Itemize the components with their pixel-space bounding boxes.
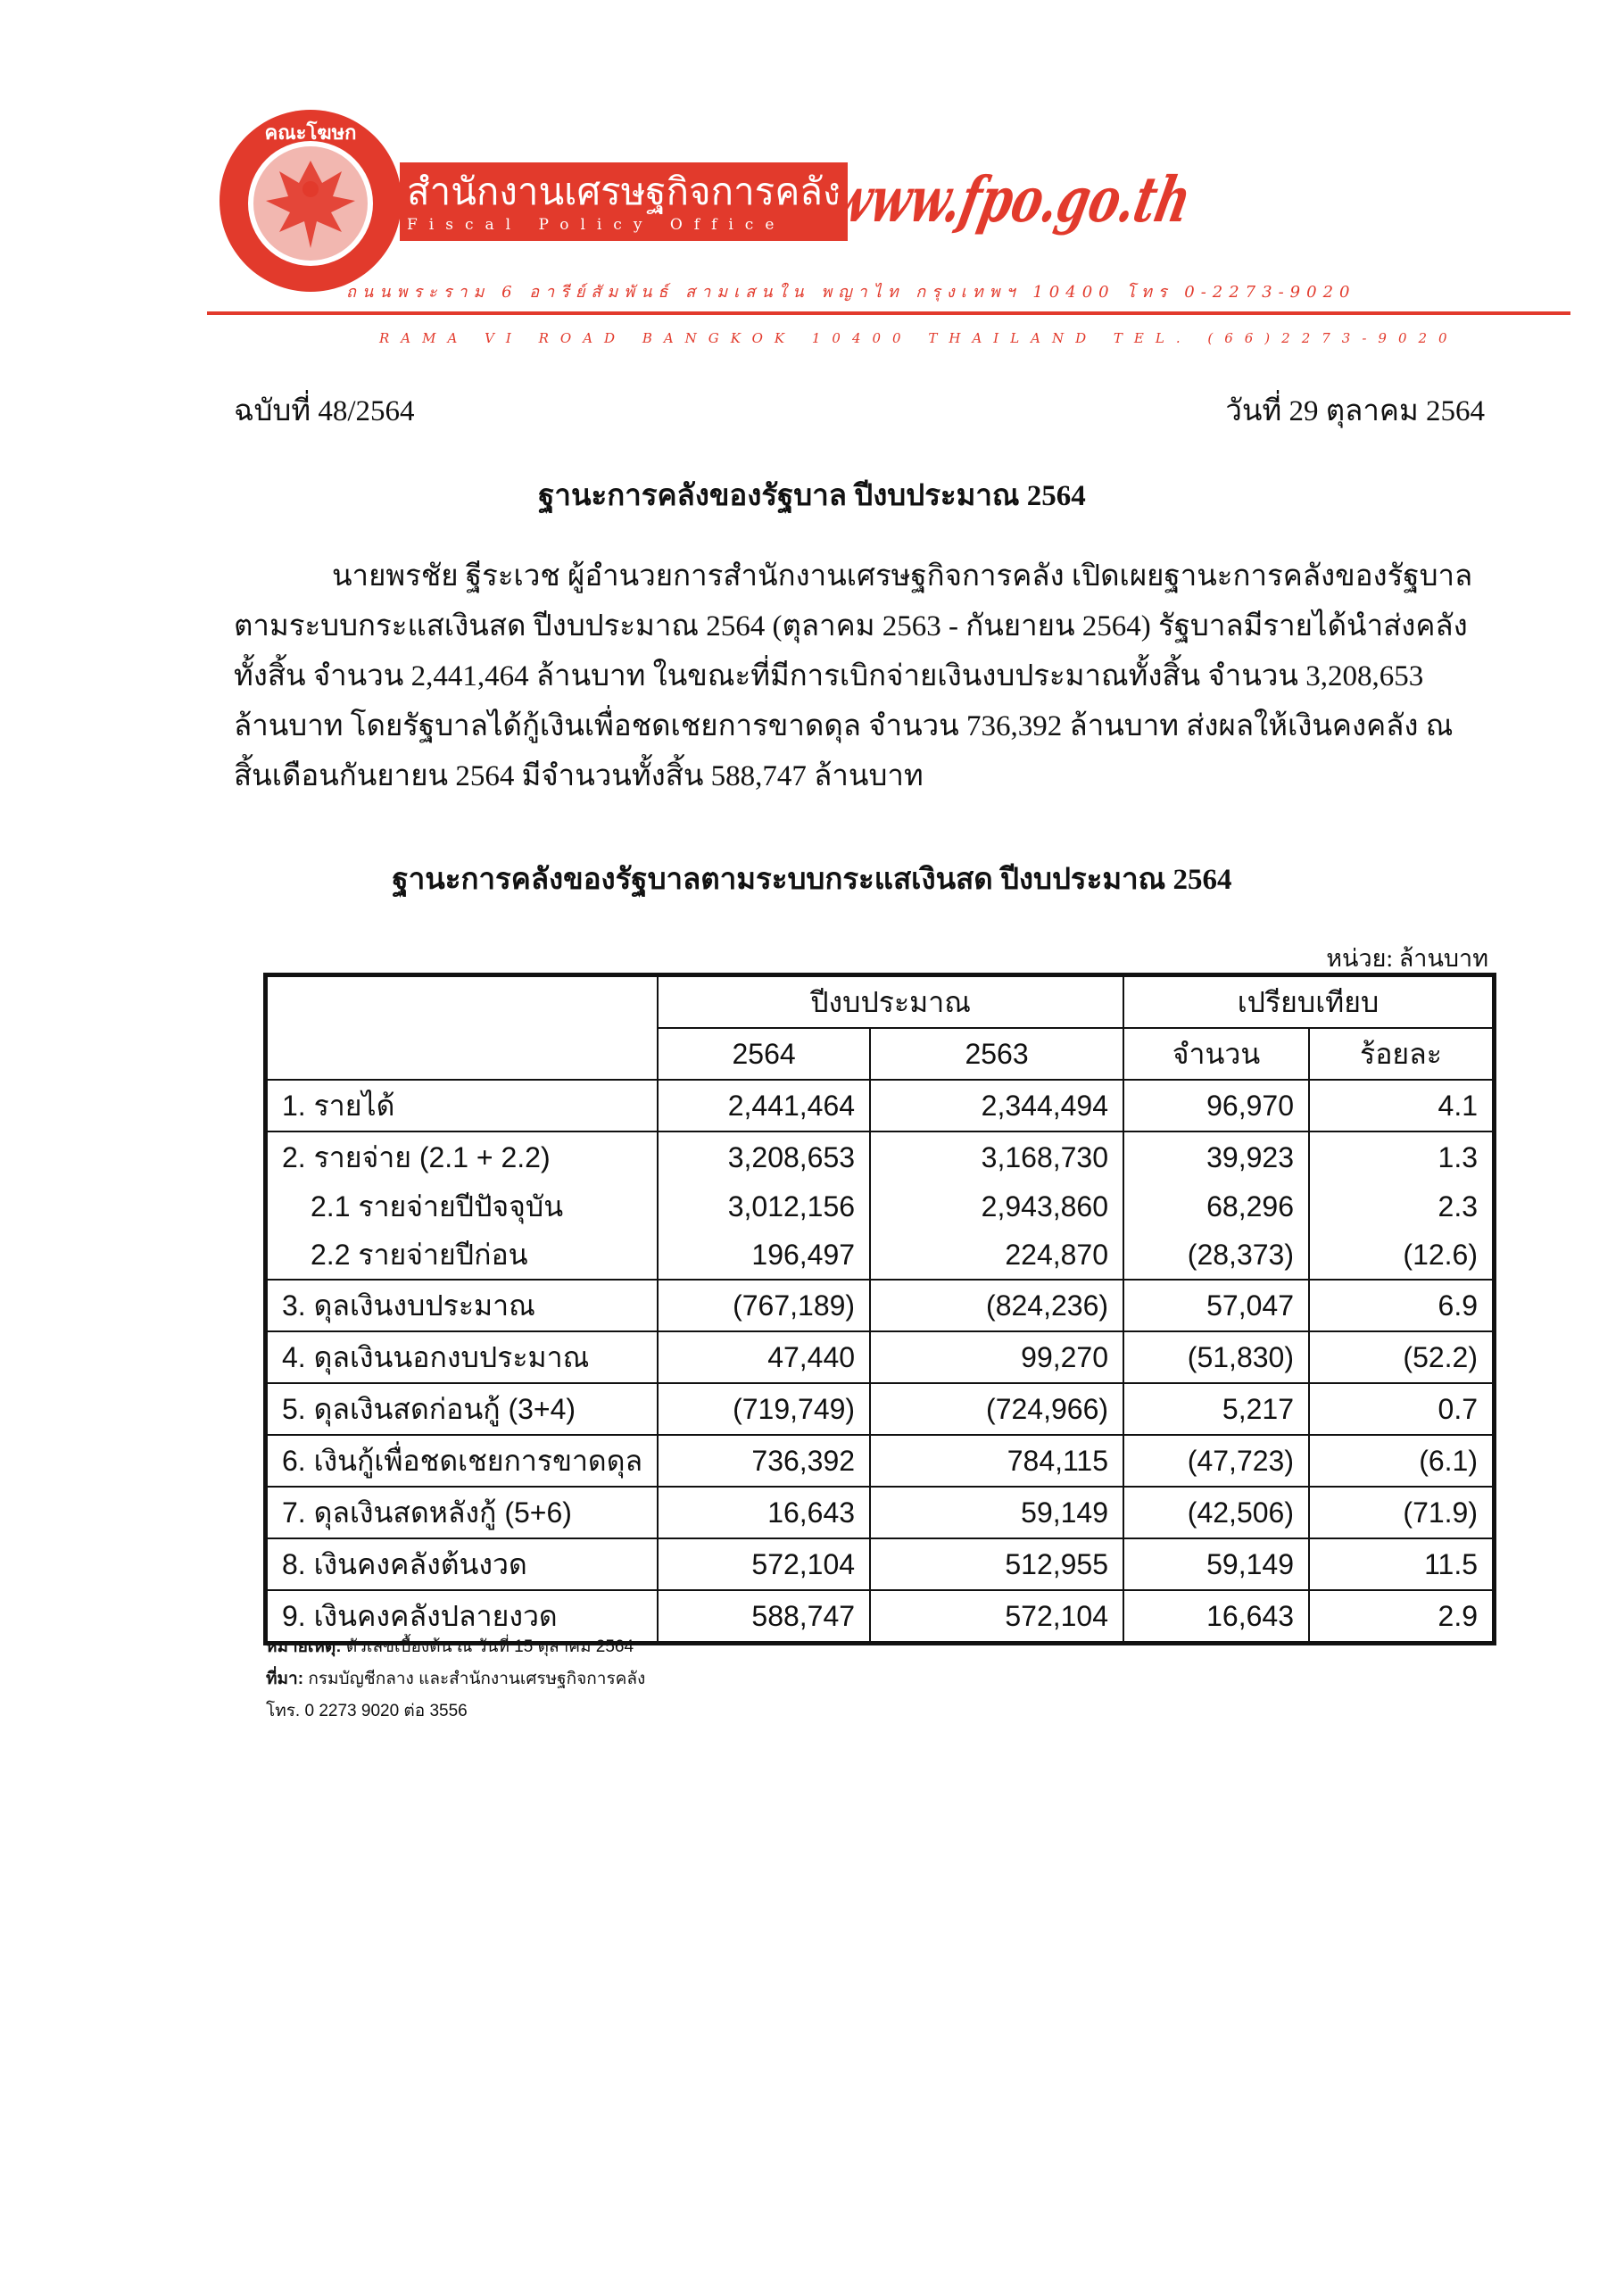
- cell-2563: 784,115: [870, 1435, 1123, 1487]
- cell-amount: 5,217: [1123, 1383, 1309, 1435]
- header-percent: ร้อยละ: [1309, 1028, 1493, 1080]
- note-source-text: กรมบัญชีกลาง และสำนักงานเศรษฐกิจการคลัง: [308, 1670, 646, 1688]
- fiscal-table: [266, 975, 1494, 1643]
- body-paragraph: [234, 551, 1483, 801]
- table-row: [267, 1280, 1493, 1331]
- cell-amount: (42,506): [1123, 1487, 1309, 1538]
- cell-percent: (12.6): [1309, 1231, 1493, 1280]
- table-row: [267, 1231, 1493, 1280]
- table-row: [267, 1487, 1493, 1538]
- header-blank: [267, 976, 658, 1080]
- website-text: www.fpo.go.th: [824, 162, 1330, 236]
- cell-2564: 736,392: [658, 1435, 870, 1487]
- cell-percent: 2.3: [1309, 1182, 1493, 1231]
- cell-2563: (724,966): [870, 1383, 1123, 1435]
- cell-2564: 47,440: [658, 1331, 870, 1383]
- cell-amount: 59,149: [1123, 1538, 1309, 1590]
- table-row: [267, 1182, 1493, 1231]
- row-label: 6. เงินกู้เพื่อชดเชยการขาดดุล: [267, 1435, 658, 1487]
- website-logo: [824, 116, 1330, 294]
- table-row: [267, 1538, 1493, 1590]
- table-row: [267, 1331, 1493, 1383]
- row-label: 2. รายจ่าย (2.1 + 2.2): [267, 1131, 658, 1182]
- table-unit: หน่วย: ล้านบาท: [1326, 945, 1488, 972]
- agency-name-en: Fiscal Policy Office: [407, 216, 786, 234]
- letterhead-rule: [207, 311, 1570, 315]
- fpo-logo: [217, 107, 404, 294]
- cell-percent: 0.7: [1309, 1383, 1493, 1435]
- cell-amount: (47,723): [1123, 1435, 1309, 1487]
- cell-2563: 224,870: [870, 1231, 1123, 1280]
- logo-ring-text: คณะโฆษก: [264, 122, 357, 145]
- row-label: 2.1 รายจ่ายปีปัจจุบัน: [267, 1182, 658, 1231]
- cell-2564: 196,497: [658, 1231, 870, 1280]
- cell-amount: 96,970: [1123, 1080, 1309, 1131]
- note-remark-label: หมายเหตุ:: [266, 1637, 342, 1656]
- cell-2564: 588,747: [658, 1590, 870, 1642]
- table-row: [267, 1435, 1493, 1487]
- row-label: 3. ดุลเงินงบประมาณ: [267, 1280, 658, 1331]
- row-label: 9. เงินคงคลังปลายงวด: [267, 1590, 658, 1642]
- header-comparison: เปรียบเทียบ: [1123, 976, 1493, 1028]
- header-2564: 2564: [658, 1028, 870, 1080]
- cell-2564: 16,643: [658, 1487, 870, 1538]
- cell-percent: 1.3: [1309, 1131, 1493, 1182]
- cell-2564: (719,749): [658, 1383, 870, 1435]
- cell-2563: 512,955: [870, 1538, 1123, 1590]
- row-label: 5. ดุลเงินสดก่อนกู้ (3+4): [267, 1383, 658, 1435]
- cell-2564: 2,441,464: [658, 1080, 870, 1131]
- cell-2563: 2,943,860: [870, 1182, 1123, 1231]
- cell-2563: 572,104: [870, 1590, 1123, 1642]
- cell-percent: 4.1: [1309, 1080, 1493, 1131]
- cell-amount: 16,643: [1123, 1590, 1309, 1642]
- page-title: ฐานะการคลังของรัฐบาล ปีงบประมาณ 2564: [538, 480, 1086, 512]
- cell-percent: (52.2): [1309, 1331, 1493, 1383]
- cell-amount: 68,296: [1123, 1182, 1309, 1231]
- cell-2563: 99,270: [870, 1331, 1123, 1383]
- cell-2564: 3,208,653: [658, 1131, 870, 1182]
- header-2563: 2563: [870, 1028, 1123, 1080]
- cell-percent: 11.5: [1309, 1538, 1493, 1590]
- body-paragraph-text: นายพรชัย ฐีระเวช ผู้อำนวยการสำนักงานเศรษฐกิจการคลัง เปิดเผยฐานะการคลังของรัฐบาลตามระบบกระแสเงินสด ปีงบประมาณ 2564 (ตุลาคม 2563 - กันยายน 2564) รัฐบาลมีรายได้นำส่งคลังทั้งสิ้น จำนวน 2,441,464 ล้านบาท ในขณะที่มีการเบิกจ่ายเงินงบประมาณทั้งสิ้น จำนวน 3,208,653 ล้านบาท โดยรัฐบาลได้กู้เงินเพื่อชดเชยการขาดดุล จำนวน 736,392 ล้านบาท ส่งผลให้เงินคงคลัง ณ สิ้นเดือนกันยายน 2564 มีจำนวนทั้งสิ้น 588,747 ล้านบาท: [234, 560, 1473, 792]
- agency-name-th: สำนักงานเศรษฐกิจการคลัง: [407, 170, 841, 213]
- cell-amount: 39,923: [1123, 1131, 1309, 1182]
- cell-2564: (767,189): [658, 1280, 870, 1331]
- row-label: 8. เงินคงคลังต้นงวด: [267, 1538, 658, 1590]
- row-label: 2.2 รายจ่ายปีก่อน: [267, 1231, 658, 1280]
- issue-number: ฉบับที่ 48/2564: [234, 395, 415, 427]
- row-label: 7. ดุลเงินสดหลังกู้ (5+6): [267, 1487, 658, 1538]
- cell-percent: 2.9: [1309, 1590, 1493, 1642]
- cell-2563: 59,149: [870, 1487, 1123, 1538]
- note-source-label: ที่มา:: [266, 1670, 304, 1688]
- cell-percent: 6.9: [1309, 1280, 1493, 1331]
- cell-2563: (824,236): [870, 1280, 1123, 1331]
- table-row: [267, 1080, 1493, 1131]
- table-title: ฐานะการคลังของรัฐบาลตามระบบกระแสเงินสด ปีงบประมาณ 2564: [392, 864, 1232, 896]
- cell-2564: 3,012,156: [658, 1182, 870, 1231]
- note-remark: [266, 1633, 634, 1660]
- cell-amount: 57,047: [1123, 1280, 1309, 1331]
- cell-2564: 572,104: [658, 1538, 870, 1590]
- cell-2563: 2,344,494: [870, 1080, 1123, 1131]
- cell-percent: (6.1): [1309, 1435, 1493, 1487]
- cell-amount: (51,830): [1123, 1331, 1309, 1383]
- row-label: 1. รายได้: [267, 1080, 658, 1131]
- issue-date: วันที่ 29 ตุลาคม 2564: [1225, 395, 1485, 427]
- cell-amount: (28,373): [1123, 1231, 1309, 1280]
- note-phone: โทร. 0 2273 9020 ต่อ 3556: [266, 1702, 468, 1720]
- address-en: RAMA VI ROAD BANGKOK 10400 THAILAND TEL. (66)2273-9020: [379, 330, 1459, 346]
- header-amount: จำนวน: [1123, 1028, 1309, 1080]
- row-label: 4. ดุลเงินนอกงบประมาณ: [267, 1331, 658, 1383]
- cell-2563: 3,168,730: [870, 1131, 1123, 1182]
- header-fiscal-year: ปีงบประมาณ: [658, 976, 1123, 1028]
- cell-percent: (71.9): [1309, 1487, 1493, 1538]
- note-source: [266, 1665, 645, 1692]
- table-row: [267, 1383, 1493, 1435]
- address-th: ถนนพระราม 6 อารีย์สัมพันธ์ สามเสนใน พญาไท กรุงเทพฯ 10400 โทร 0-2273-9020: [346, 283, 1356, 302]
- table-row: [267, 1131, 1493, 1182]
- note-remark-text: ตัวเลขเบื้องต้น ณ วันที่ 15 ตุลาคม 2564: [345, 1637, 634, 1656]
